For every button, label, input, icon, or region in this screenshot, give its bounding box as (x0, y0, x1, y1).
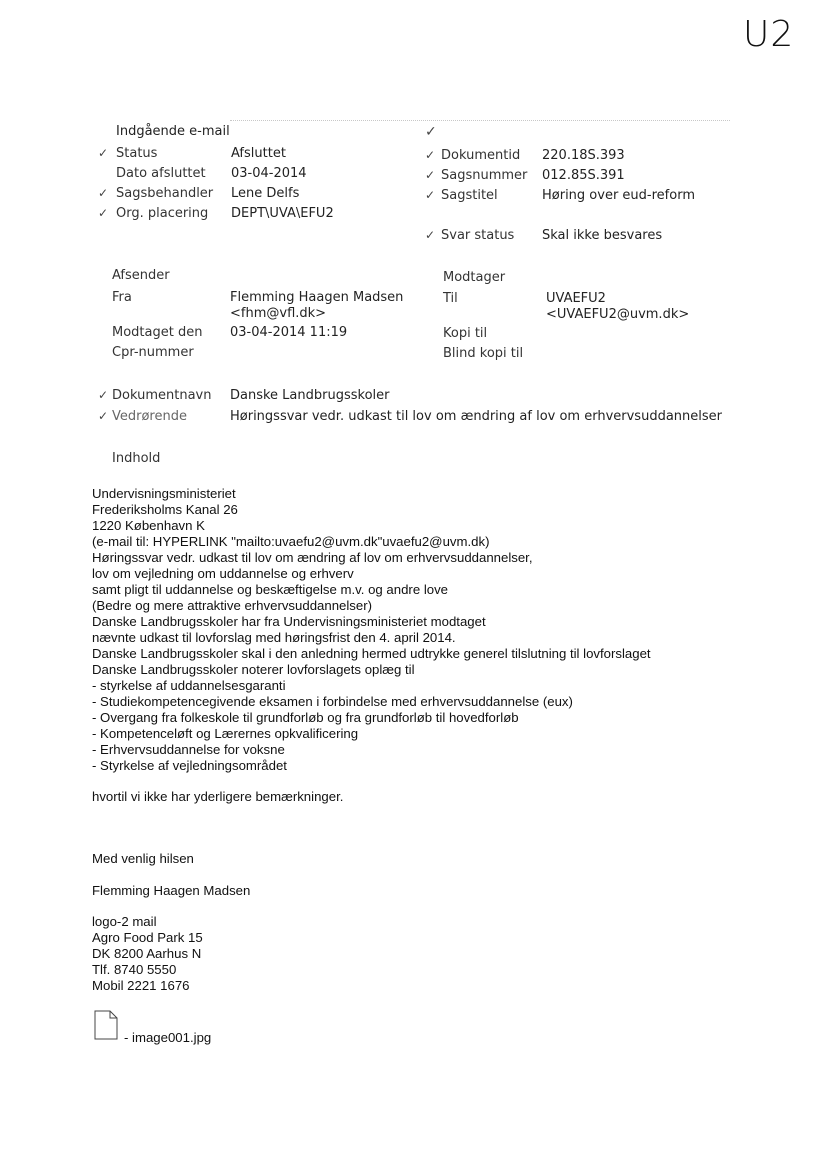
greeting: Med venlig hilsen (92, 851, 194, 866)
body-line: Høringssvar vedr. udkast til lov om ændring af lov om erhvervsuddannelser, (92, 550, 533, 565)
bcc-label: Blind kopi til (443, 346, 524, 361)
signature-line: Mobil 2221 1676 (92, 978, 190, 993)
from-label: Fra (112, 290, 132, 305)
field-value: Skal ikke besvares (542, 228, 663, 243)
body-line: nævnte udkast til lovforslag med høringsfrist den 4. april 2014. (92, 630, 456, 645)
field-check-icon: ✓ (425, 148, 436, 162)
signature-block (92, 914, 203, 994)
closing-remark: hvortil vi ikke har yderligere bemærkninger. (92, 789, 344, 804)
field-check-icon: ✓ (425, 168, 436, 182)
body-line: samt pligt til uddannelse og beskæftigelse m.v. og andre love (92, 582, 449, 597)
signature-line: Tlf. 8740 5550 (92, 962, 177, 977)
docname-value: Danske Landbrugsskoler (230, 388, 390, 403)
from-name: Flemming Haagen Madsen (230, 290, 404, 305)
field-check-icon: ✓ (425, 228, 436, 242)
field-value: 012.85S.391 (542, 168, 625, 183)
signature-line: Agro Food Park 15 (92, 930, 203, 945)
attachment-label[interactable]: - image001.jpg (124, 1030, 212, 1045)
body-line: lov om vejledning om uddannelse og erhverv (92, 566, 354, 581)
docname-label: Dokumentnavn (112, 388, 212, 403)
body-line: Undervisningsministeriet (92, 486, 236, 501)
to-name: UVAEFU2 (546, 291, 606, 306)
body-line: - Styrkelse af vejledningsområdet (92, 758, 287, 773)
field-label: Org. placering (116, 206, 209, 221)
docname-check-icon: ✓ (98, 388, 109, 402)
from-email: <fhm@vfl.dk> (230, 306, 327, 321)
field-value: DEPT\UVA\EFU2 (231, 206, 334, 221)
field-check-icon: ✓ (98, 186, 109, 200)
subject-value: Høringssvar vedr. udkast til lov om ændring af lov om erhvervsuddannelser (230, 409, 722, 424)
field-label: Sagstitel (441, 188, 498, 203)
cpr-label: Cpr-nummer (112, 345, 194, 360)
signature-line: logo-2 mail (92, 914, 157, 929)
received-value: 03-04-2014 11:19 (230, 325, 348, 340)
body-line: (e-mail til: HYPERLINK "mailto:uvaefu2@uvm.dk"uvaefu2@uvm.dk) (92, 534, 490, 549)
field-label: Sagsbehandler (116, 186, 214, 201)
field-check-icon: ✓ (425, 188, 436, 202)
body-line: 1220 København K (92, 518, 205, 533)
field-value: 03-04-2014 (231, 166, 307, 181)
field-label: Status (116, 146, 158, 161)
scan-artifact-line (230, 120, 730, 122)
signature-name: Flemming Haagen Madsen (92, 883, 251, 898)
body-line: - Overgang fra folkeskole til grundforløb og fra grundforløb til hovedforløb (92, 710, 519, 725)
to-label: Til (443, 291, 458, 306)
file-icon (94, 1010, 118, 1040)
email-body (92, 486, 651, 774)
field-label: Dokumentid (441, 148, 521, 163)
to-email: <UVAEFU2@uvm.dk> (546, 307, 690, 322)
field-value: Lene Delfs (231, 186, 300, 201)
subject-label: Vedrørende (112, 409, 187, 424)
handwritten-corner-mark: U2 (743, 14, 795, 55)
field-check-icon: ✓ (98, 206, 109, 220)
content-heading: Indhold (112, 451, 161, 466)
field-value: Høring over eud-reform (542, 188, 695, 203)
field-value: 220.18S.393 (542, 148, 625, 163)
body-line: - styrkelse af uddannelsesgaranti (92, 678, 286, 693)
signature-line: DK 8200 Aarhus N (92, 946, 202, 961)
sender-heading: Afsender (112, 268, 170, 283)
body-line: Danske Landbrugsskoler noterer lovforslagets oplæg til (92, 662, 415, 677)
email-type-title: Indgående e-mail (116, 124, 230, 139)
body-line: - Kompetenceløft og Lærernes opkvalificering (92, 726, 359, 741)
field-check-icon: ✓ (98, 146, 109, 160)
field-value: Afsluttet (231, 146, 286, 161)
received-label: Modtaget den (112, 325, 203, 340)
body-line: Danske Landbrugsskoler skal i den anledning hermed udtrykke generel tilslutning til lovforslaget (92, 646, 651, 661)
field-label: Dato afsluttet (116, 166, 206, 181)
field-label: Svar status (441, 228, 515, 243)
recipient-heading: Modtager (443, 270, 506, 285)
body-line: (Bedre og mere attraktive erhvervsuddannelser) (92, 598, 373, 613)
field-label: Sagsnummer (441, 168, 528, 183)
body-line: - Studiekompetencegivende eksamen i forbindelse med erhvervsuddannelse (eux) (92, 694, 573, 709)
title-check-icon: ✓ (425, 124, 437, 140)
cc-label: Kopi til (443, 326, 488, 341)
body-line: - Erhvervsuddannelse for voksne (92, 742, 285, 757)
subject-check-icon: ✓ (98, 409, 109, 423)
body-line: Frederiksholms Kanal 26 (92, 502, 238, 517)
body-line: Danske Landbrugsskoler har fra Undervisningsministeriet modtaget (92, 614, 486, 629)
